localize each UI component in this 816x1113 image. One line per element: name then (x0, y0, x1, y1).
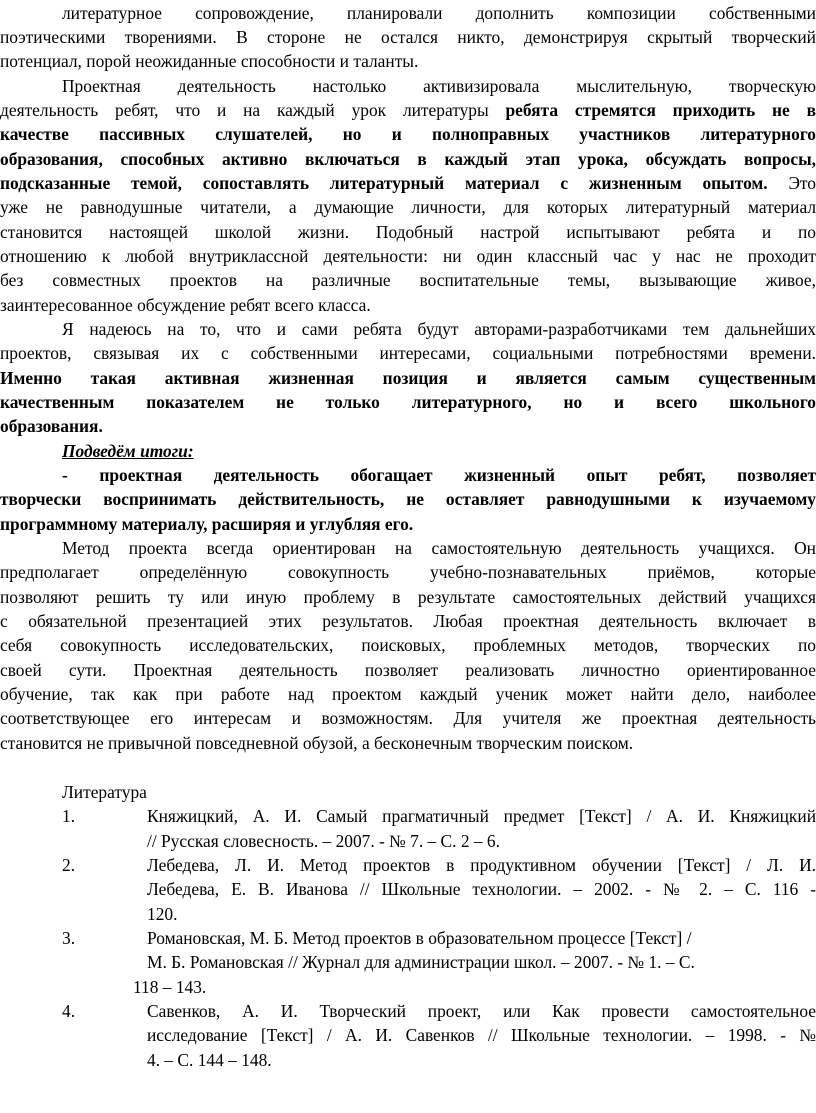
reference-line: // Русская словесность. – 2007. - № 7. – С. 2 – 6. (147, 831, 500, 851)
paragraph-line: с обязательной презентацией этих результатов. Любая проектная деятельность включает в (0, 611, 816, 631)
paragraph-line (0, 171, 816, 196)
bold-line: Именно такая активная жизненная позиция и является самым существенным (0, 368, 816, 388)
paragraph-line: потенциал, порой неожиданные способности и таланты. (0, 51, 419, 71)
paragraph-line: Метод проекта всегда ориентирован на самостоятельную деятельность учащихся. Он (62, 538, 816, 558)
paragraph-line: предполагает определённую совокупность учебно-познавательных приёмов, которые (0, 562, 816, 582)
reference-line: Лебедева, Л. И. Метод проектов в продуктивном обучении [Текст] / Л. И. (147, 855, 816, 875)
paragraph-line: становится настоящей школой жизни. Подобный настрой испытывают ребята и по (0, 222, 816, 242)
paragraph-line: себя совокупность исследовательских, поисковых, проблемных методов, творческих по (0, 635, 816, 655)
plain-text: деятельность ребят, что и на каждый урок литературы (0, 100, 506, 120)
reference-line: Княжицкий, А. И. Самый прагматичный предмет [Текст] / А. И. Княжицкий (147, 806, 816, 826)
summary-line: - проектная деятельность обогащает жизненный опыт ребят, позволяет (62, 465, 816, 485)
paragraph-line (0, 98, 816, 123)
reference-line: 120. (147, 904, 178, 924)
reference-number: 4. (62, 1001, 76, 1021)
paragraph-line: становится не привычной повседневной обузой, а бесконечным творческим поиском. (0, 733, 634, 753)
paragraph-line: Проектная деятельность настолько активизировала мыслительную, творческую (62, 76, 816, 96)
bold-line: качественным показателем не только литературного, но и всего школьного (0, 392, 816, 412)
bold-line: образования, способных активно включаться в каждый этап урока, обсуждать вопросы, (0, 149, 816, 169)
bold-line: качестве пассивных слушателей, но и полноправных участников литературного (0, 124, 816, 144)
paragraph-line: литературное сопровождение, планировали дополнить композиции собственными (62, 3, 816, 23)
paragraph-line: позволяют решить ту или иную проблему в результате самостоятельных действий учащихся (0, 587, 816, 607)
reference-line: М. Б. Романовская // Журнал для администрации школ. – 2007. - № 1. – С. (147, 952, 695, 972)
reference-line: Савенков, А. И. Творческий проект, или Как провести самостоятельное (147, 1001, 816, 1021)
plain-text: Это (767, 173, 816, 193)
paragraph-line: отношению к любой внутриклассной деятельности: ни один классный час у нас не проходит (0, 246, 816, 266)
paragraph-line: соответствующее его интересам и возможностям. Для учителя же проектная деятельность (0, 708, 816, 728)
paragraph-line: своей сути. Проектная деятельность позволяет реализовать личностно ориентированное (0, 660, 816, 680)
paragraph-line: заинтересованное обсуждение ребят всего класса. (0, 295, 371, 315)
reference-number: 2. (62, 855, 76, 875)
reference-line: исследование [Текст] / А. И. Савенков // Школьные технологии. – 1998. - № (147, 1025, 816, 1045)
bold-line: образования. (0, 416, 103, 436)
bold-text: ребята стремятся приходить не в (505, 100, 816, 120)
paragraph-line: без совместных проектов на различные воспитательные темы, вызывающие живое, (0, 270, 816, 290)
bold-text: подсказанные темой, сопоставлять литературный материал с жизненным опытом. (0, 173, 768, 193)
paragraph-line: уже не равнодушные читатели, а думающие личности, для которых литературный материал (0, 197, 816, 217)
references-heading: Литература (62, 782, 147, 802)
reference-number: 3. (62, 928, 76, 948)
paragraph-line: поэтическими творениями. В стороне не остался никто, демонстрируя скрытый творческий (0, 27, 816, 47)
paragraph-line: проектов, связывая их с собственными интересами, социальными потребностями времени. (0, 343, 816, 363)
paragraph-line: обучение, так как при работе над проектом каждый ученик может найти дело, наиболее (0, 684, 816, 704)
reference-line: Романовская, М. Б. Метод проектов в образовательном процессе [Текст] / (147, 928, 692, 948)
paragraph-line: Я надеюсь на то, что и сами ребята будут авторами-разработчиками тем дальнейших (62, 319, 816, 339)
summary-line: творчески воспринимать действительность, не оставляет равнодушными к изучаемому (0, 489, 816, 509)
reference-line: Лебедева, Е. В. Иванова // Школьные технологии. – 2002. - № 2. – С. 116 - (147, 879, 816, 899)
reference-line: 118 – 143. (133, 977, 207, 997)
reference-number: 1. (62, 806, 76, 826)
reference-line: 4. – С. 144 – 148. (147, 1050, 272, 1070)
summary-line: программному материалу, расширяя и углубляя его. (0, 514, 414, 534)
summary-heading: Подведём итоги: (62, 441, 194, 461)
